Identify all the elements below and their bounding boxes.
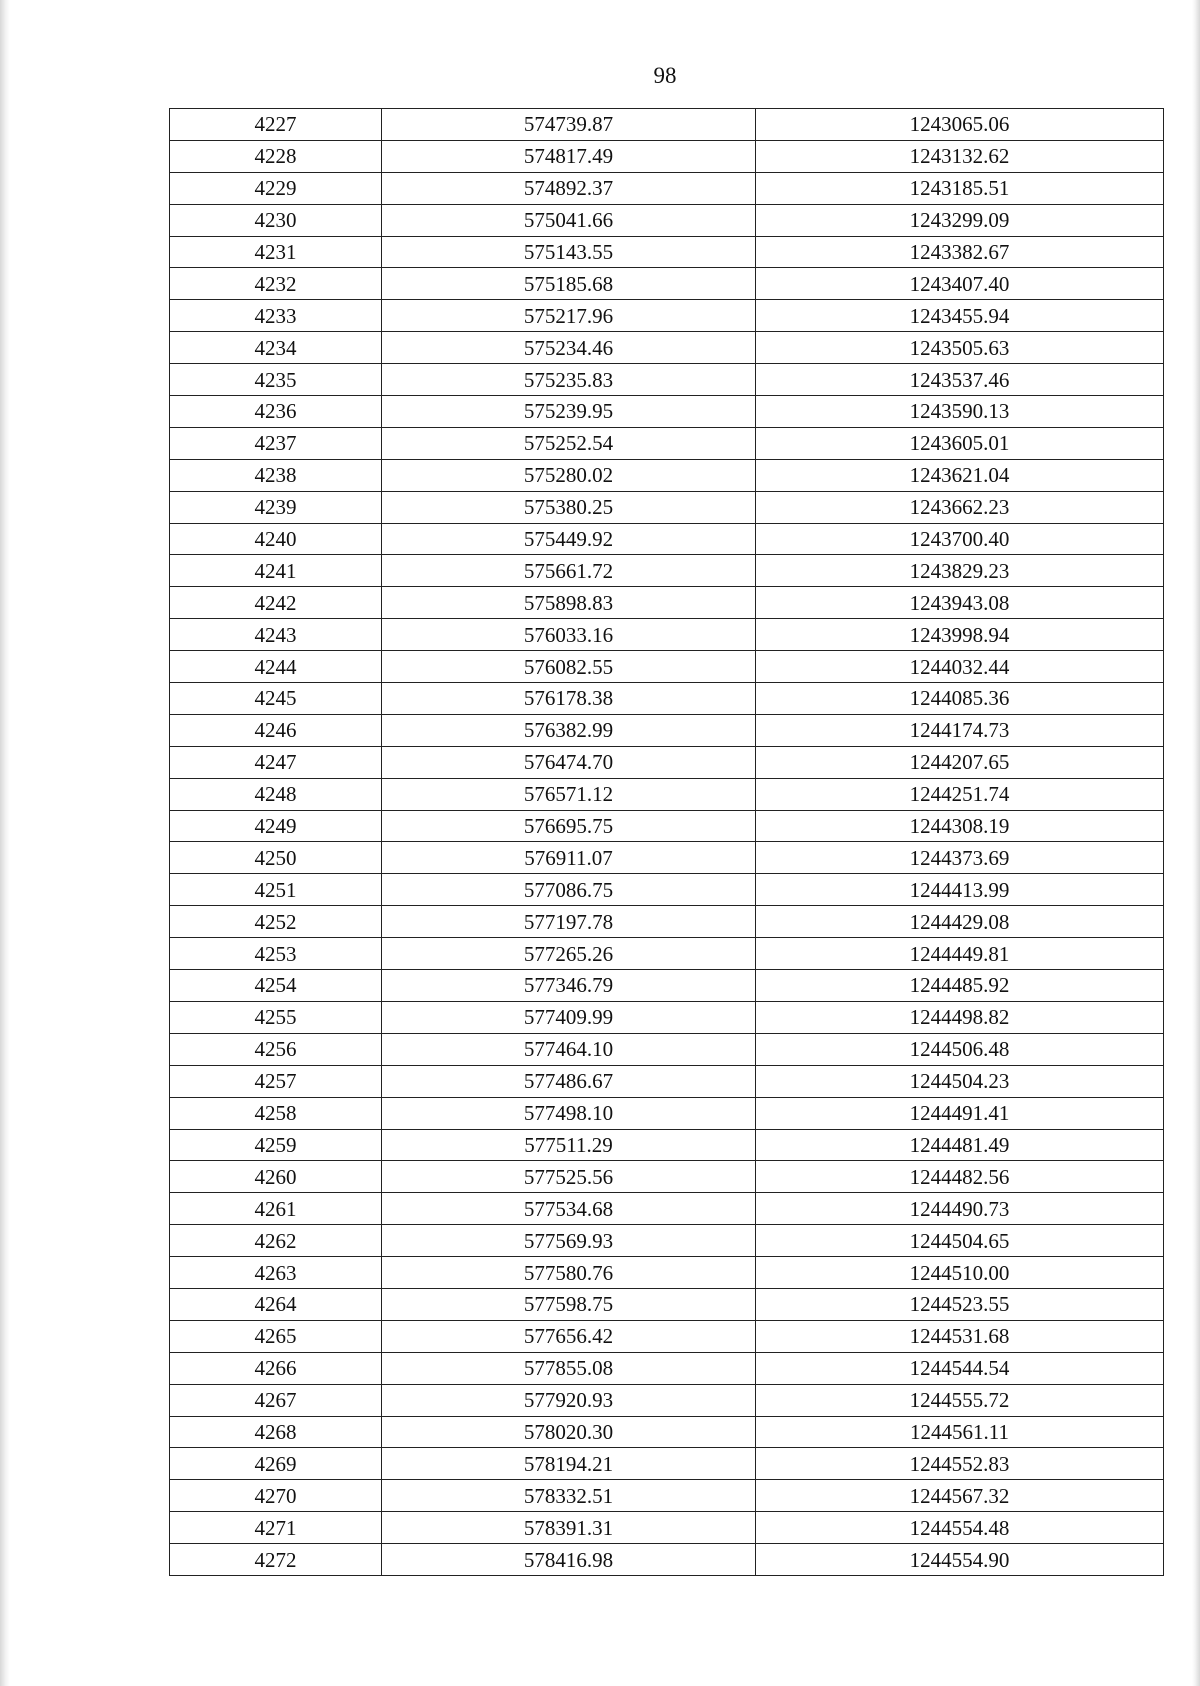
x-coordinate-cell: 577656.42 — [382, 1320, 756, 1352]
x-coordinate-cell: 578194.21 — [382, 1448, 756, 1480]
scan-edge-right — [1192, 0, 1200, 1686]
x-coordinate-cell: 575380.25 — [382, 491, 756, 523]
x-coordinate-cell: 574817.49 — [382, 140, 756, 172]
y-coordinate-cell: 1243407.40 — [756, 268, 1164, 300]
point-number-cell: 4230 — [170, 204, 382, 236]
x-coordinate-cell: 577197.78 — [382, 906, 756, 938]
x-coordinate-cell: 574892.37 — [382, 172, 756, 204]
coordinates-table — [169, 108, 1164, 1576]
x-coordinate-cell: 577346.79 — [382, 970, 756, 1002]
y-coordinate-cell: 1244429.08 — [756, 906, 1164, 938]
x-coordinate-cell: 576178.38 — [382, 683, 756, 715]
y-coordinate-cell: 1244085.36 — [756, 683, 1164, 715]
point-number-cell: 4246 — [170, 714, 382, 746]
x-coordinate-cell: 577464.10 — [382, 1033, 756, 1065]
x-coordinate-cell: 577598.75 — [382, 1288, 756, 1320]
table-row — [170, 268, 1164, 300]
table-row — [170, 1129, 1164, 1161]
y-coordinate-cell: 1244498.82 — [756, 1001, 1164, 1033]
table-row — [170, 938, 1164, 970]
x-coordinate-cell: 576695.75 — [382, 810, 756, 842]
point-number-cell: 4255 — [170, 1001, 382, 1033]
table-row — [170, 427, 1164, 459]
point-number-cell: 4259 — [170, 1129, 382, 1161]
point-number-cell: 4228 — [170, 140, 382, 172]
table-row — [170, 651, 1164, 683]
point-number-cell: 4239 — [170, 491, 382, 523]
point-number-cell: 4267 — [170, 1384, 382, 1416]
y-coordinate-cell: 1244506.48 — [756, 1033, 1164, 1065]
point-number-cell: 4251 — [170, 874, 382, 906]
point-number-cell: 4241 — [170, 555, 382, 587]
y-coordinate-cell: 1244308.19 — [756, 810, 1164, 842]
table-row — [170, 714, 1164, 746]
point-number-cell: 4231 — [170, 236, 382, 268]
point-number-cell: 4234 — [170, 332, 382, 364]
table-row — [170, 1001, 1164, 1033]
y-coordinate-cell: 1244207.65 — [756, 746, 1164, 778]
y-coordinate-cell: 1243537.46 — [756, 364, 1164, 396]
y-coordinate-cell: 1243299.09 — [756, 204, 1164, 236]
table-row — [170, 396, 1164, 428]
table-row — [170, 1097, 1164, 1129]
table-row — [170, 204, 1164, 236]
table-row — [170, 1288, 1164, 1320]
y-coordinate-cell: 1244510.00 — [756, 1257, 1164, 1289]
x-coordinate-cell: 575234.46 — [382, 332, 756, 364]
point-number-cell: 4262 — [170, 1225, 382, 1257]
table-row — [170, 1065, 1164, 1097]
point-number-cell: 4257 — [170, 1065, 382, 1097]
point-number-cell: 4254 — [170, 970, 382, 1002]
y-coordinate-cell: 1243605.01 — [756, 427, 1164, 459]
y-coordinate-cell: 1244544.54 — [756, 1352, 1164, 1384]
table-row — [170, 140, 1164, 172]
table-row — [170, 1544, 1164, 1576]
y-coordinate-cell: 1244485.92 — [756, 970, 1164, 1002]
table-row — [170, 778, 1164, 810]
y-coordinate-cell: 1243590.13 — [756, 396, 1164, 428]
point-number-cell: 4242 — [170, 587, 382, 619]
y-coordinate-cell: 1244373.69 — [756, 842, 1164, 874]
y-coordinate-cell: 1244449.81 — [756, 938, 1164, 970]
point-number-cell: 4248 — [170, 778, 382, 810]
table-row — [170, 491, 1164, 523]
x-coordinate-cell: 575239.95 — [382, 396, 756, 428]
point-number-cell: 4264 — [170, 1288, 382, 1320]
y-coordinate-cell: 1244554.48 — [756, 1512, 1164, 1544]
table-row — [170, 1033, 1164, 1065]
table-row — [170, 332, 1164, 364]
x-coordinate-cell: 575143.55 — [382, 236, 756, 268]
point-number-cell: 4238 — [170, 459, 382, 491]
y-coordinate-cell: 1243065.06 — [756, 109, 1164, 141]
point-number-cell: 4272 — [170, 1544, 382, 1576]
table-row — [170, 1193, 1164, 1225]
x-coordinate-cell: 578416.98 — [382, 1544, 756, 1576]
point-number-cell: 4268 — [170, 1416, 382, 1448]
x-coordinate-cell: 575661.72 — [382, 555, 756, 587]
point-number-cell: 4235 — [170, 364, 382, 396]
y-coordinate-cell: 1244174.73 — [756, 714, 1164, 746]
y-coordinate-cell: 1243621.04 — [756, 459, 1164, 491]
table-row — [170, 523, 1164, 555]
table-row — [170, 1384, 1164, 1416]
point-number-cell: 4233 — [170, 300, 382, 332]
x-coordinate-cell: 578332.51 — [382, 1480, 756, 1512]
table-row — [170, 683, 1164, 715]
x-coordinate-cell: 575280.02 — [382, 459, 756, 491]
y-coordinate-cell: 1243185.51 — [756, 172, 1164, 204]
table-row — [170, 874, 1164, 906]
x-coordinate-cell: 577580.76 — [382, 1257, 756, 1289]
point-number-cell: 4227 — [170, 109, 382, 141]
x-coordinate-cell: 577498.10 — [382, 1097, 756, 1129]
y-coordinate-cell: 1243132.62 — [756, 140, 1164, 172]
y-coordinate-cell: 1244032.44 — [756, 651, 1164, 683]
table-row — [170, 810, 1164, 842]
point-number-cell: 4266 — [170, 1352, 382, 1384]
y-coordinate-cell: 1244531.68 — [756, 1320, 1164, 1352]
y-coordinate-cell: 1244554.90 — [756, 1544, 1164, 1576]
point-number-cell: 4229 — [170, 172, 382, 204]
x-coordinate-cell: 575185.68 — [382, 268, 756, 300]
y-coordinate-cell: 1244523.55 — [756, 1288, 1164, 1320]
point-number-cell: 4250 — [170, 842, 382, 874]
point-number-cell: 4245 — [170, 683, 382, 715]
x-coordinate-cell: 575217.96 — [382, 300, 756, 332]
table-row — [170, 109, 1164, 141]
table-row — [170, 619, 1164, 651]
y-coordinate-cell: 1243700.40 — [756, 523, 1164, 555]
y-coordinate-cell: 1243829.23 — [756, 555, 1164, 587]
x-coordinate-cell: 578020.30 — [382, 1416, 756, 1448]
y-coordinate-cell: 1244413.99 — [756, 874, 1164, 906]
y-coordinate-cell: 1244490.73 — [756, 1193, 1164, 1225]
y-coordinate-cell: 1243662.23 — [756, 491, 1164, 523]
x-coordinate-cell: 575449.92 — [382, 523, 756, 555]
table-row — [170, 970, 1164, 1002]
point-number-cell: 4232 — [170, 268, 382, 300]
table-row — [170, 1480, 1164, 1512]
x-coordinate-cell: 577086.75 — [382, 874, 756, 906]
x-coordinate-cell: 575898.83 — [382, 587, 756, 619]
y-coordinate-cell: 1244552.83 — [756, 1448, 1164, 1480]
x-coordinate-cell: 577920.93 — [382, 1384, 756, 1416]
point-number-cell: 4249 — [170, 810, 382, 842]
table-row — [170, 236, 1164, 268]
table-row — [170, 364, 1164, 396]
y-coordinate-cell: 1243455.94 — [756, 300, 1164, 332]
x-coordinate-cell: 575235.83 — [382, 364, 756, 396]
point-number-cell: 4269 — [170, 1448, 382, 1480]
table-row — [170, 1512, 1164, 1544]
y-coordinate-cell: 1244481.49 — [756, 1129, 1164, 1161]
table-row — [170, 1320, 1164, 1352]
point-number-cell: 4243 — [170, 619, 382, 651]
x-coordinate-cell: 575252.54 — [382, 427, 756, 459]
y-coordinate-cell: 1244491.41 — [756, 1097, 1164, 1129]
y-coordinate-cell: 1243998.94 — [756, 619, 1164, 651]
y-coordinate-cell: 1243382.67 — [756, 236, 1164, 268]
x-coordinate-cell: 575041.66 — [382, 204, 756, 236]
point-number-cell: 4256 — [170, 1033, 382, 1065]
table-row — [170, 746, 1164, 778]
y-coordinate-cell: 1244251.74 — [756, 778, 1164, 810]
x-coordinate-cell: 576911.07 — [382, 842, 756, 874]
x-coordinate-cell: 577855.08 — [382, 1352, 756, 1384]
y-coordinate-cell: 1244504.23 — [756, 1065, 1164, 1097]
x-coordinate-cell: 576571.12 — [382, 778, 756, 810]
point-number-cell: 4263 — [170, 1257, 382, 1289]
y-coordinate-cell: 1244482.56 — [756, 1161, 1164, 1193]
point-number-cell: 4244 — [170, 651, 382, 683]
point-number-cell: 4240 — [170, 523, 382, 555]
table-row — [170, 1416, 1164, 1448]
x-coordinate-cell: 577486.67 — [382, 1065, 756, 1097]
table-row — [170, 300, 1164, 332]
point-number-cell: 4247 — [170, 746, 382, 778]
point-number-cell: 4265 — [170, 1320, 382, 1352]
x-coordinate-cell: 577265.26 — [382, 938, 756, 970]
table-row — [170, 1448, 1164, 1480]
y-coordinate-cell: 1244567.32 — [756, 1480, 1164, 1512]
point-number-cell: 4270 — [170, 1480, 382, 1512]
x-coordinate-cell: 577569.93 — [382, 1225, 756, 1257]
x-coordinate-cell: 576033.16 — [382, 619, 756, 651]
x-coordinate-cell: 577525.56 — [382, 1161, 756, 1193]
scan-edge-left — [0, 0, 10, 1686]
table-row — [170, 1257, 1164, 1289]
table-row — [170, 842, 1164, 874]
table-row — [170, 172, 1164, 204]
point-number-cell: 4237 — [170, 427, 382, 459]
x-coordinate-cell: 576474.70 — [382, 746, 756, 778]
table-row — [170, 1161, 1164, 1193]
point-number-cell: 4236 — [170, 396, 382, 428]
table-row — [170, 587, 1164, 619]
y-coordinate-cell: 1243943.08 — [756, 587, 1164, 619]
point-number-cell: 4258 — [170, 1097, 382, 1129]
coordinates-table-body — [170, 109, 1164, 1576]
y-coordinate-cell: 1244555.72 — [756, 1384, 1164, 1416]
x-coordinate-cell: 578391.31 — [382, 1512, 756, 1544]
x-coordinate-cell: 576382.99 — [382, 714, 756, 746]
x-coordinate-cell: 576082.55 — [382, 651, 756, 683]
point-number-cell: 4271 — [170, 1512, 382, 1544]
page-number: 98 — [653, 63, 677, 88]
point-number-cell: 4261 — [170, 1193, 382, 1225]
point-number-cell: 4253 — [170, 938, 382, 970]
x-coordinate-cell: 577409.99 — [382, 1001, 756, 1033]
y-coordinate-cell: 1244561.11 — [756, 1416, 1164, 1448]
table-row — [170, 555, 1164, 587]
table-row — [170, 1352, 1164, 1384]
x-coordinate-cell: 577511.29 — [382, 1129, 756, 1161]
x-coordinate-cell: 577534.68 — [382, 1193, 756, 1225]
point-number-cell: 4260 — [170, 1161, 382, 1193]
x-coordinate-cell: 574739.87 — [382, 109, 756, 141]
table-row — [170, 459, 1164, 491]
y-coordinate-cell: 1244504.65 — [756, 1225, 1164, 1257]
table-row — [170, 906, 1164, 938]
point-number-cell: 4252 — [170, 906, 382, 938]
table-row — [170, 1225, 1164, 1257]
y-coordinate-cell: 1243505.63 — [756, 332, 1164, 364]
